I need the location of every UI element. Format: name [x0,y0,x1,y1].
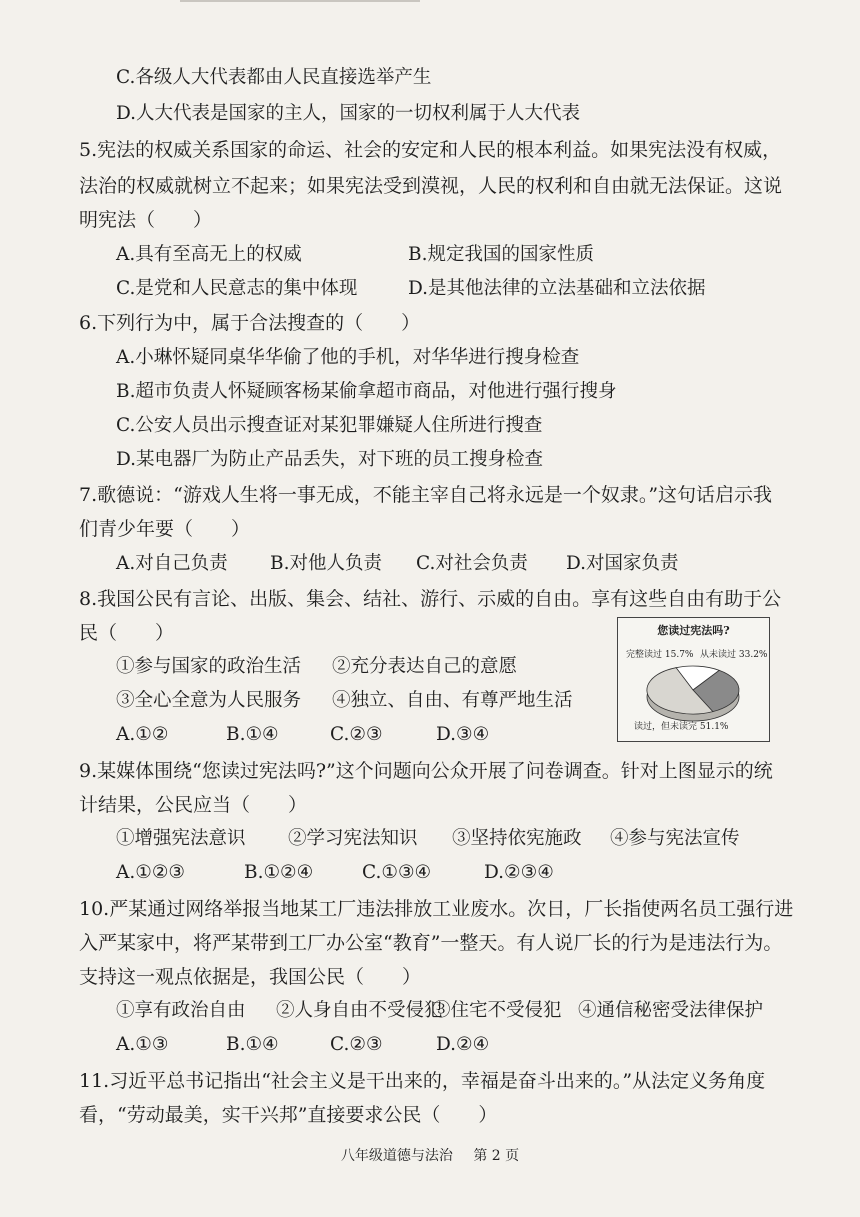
page-footer [0,1147,860,1165]
option-text: B.规定我国的国家性质 [408,244,594,265]
option-text: D.③④ [436,724,490,745]
option-text: B.①②④ [244,862,314,883]
question-line: 8.我国公民有言论、出版、集会、结社、游行、示威的自由。享有这些自由有助于公 [79,588,782,610]
option-text: C.①③④ [362,862,432,883]
question-line: 10.严某通过网络举报当地某工厂违法排放工业废水。次日，厂长指使两名员工强行进 [79,898,794,920]
question-line: 明宪法（ ） [79,209,213,231]
option-text: D.是其他法律的立法基础和立法依据 [408,278,706,299]
option-text: A.对自己负责 [116,553,228,574]
option-text: ④独立、自由、有尊严地生活 [332,690,573,711]
option-text: D.②④ [436,1034,490,1055]
scan-artifact [180,0,420,2]
option-text: ②人身自由不受侵犯 [276,1000,443,1021]
option-text: C.各级人大代表都由人民直接选举产生 [116,67,432,88]
footer-subject: 八年级道德与法治 [340,1148,453,1164]
question-line: 11.习近平总书记指出“社会主义是干出来的，幸福是奋斗出来的。”从法定义务角度 [79,1070,766,1092]
option-text: ③全心全意为人民服务 [116,690,302,711]
option-text: ①参与国家的政治生活 [116,656,302,677]
option-text: D.人大代表是国家的主人，国家的一切权利属于人大代表 [116,103,581,124]
question-line: 9.某媒体围绕“您读过宪法吗?”这个问题向公众开展了问卷调查。针对上图显示的统 [79,760,773,782]
option-text: A.①③ [116,1034,169,1055]
chart-title: 您读过宪法吗? [657,624,730,637]
question-line: 法治的权威就树立不起来；如果宪法受到漠视，人民的权利和自由就无法保证。这说 [79,175,783,197]
option-text: A.具有至高无上的权威 [116,244,302,265]
option-text: C.对社会负责 [416,553,528,574]
question-line: 6.下列行为中，属于合法搜查的（ ） [79,312,421,334]
option-text: ③住宅不受侵犯 [432,1000,562,1021]
option-text: ④参与宪法宣传 [610,828,740,849]
option-text: C.是党和人民意志的集中体现 [116,278,358,299]
question-line: 看，“劳动最美，实干兴邦”直接要求公民（ ） [79,1104,498,1126]
option-text: B.对他人负责 [270,553,382,574]
option-text: ①享有政治自由 [116,1000,246,1021]
option-text: B.①④ [226,1034,279,1055]
label-partial: 读过，但未读完 51.1% [634,722,729,732]
question-line: 5.宪法的权威关系国家的命运、社会的安定和人民的根本利益。如果宪法没有权威， [79,139,782,161]
option-text: ④通信秘密受法律保护 [578,1000,764,1021]
option-text: D.某电器厂为防止产品丢失，对下班的员工搜身检查 [116,449,544,470]
option-text: B.超市负责人怀疑顾客杨某偷拿超市商品，对他进行强行搜身 [116,381,617,402]
question-line: 7.歌德说：“游戏人生将一事无成，不能主宰自己将永远是一个奴隶。”这句话启示我 [79,484,773,506]
label-never: 从未读过 33.2% [700,650,768,660]
option-text: ①增强宪法意识 [116,828,246,849]
option-text: A.小琳怀疑同桌华华偷了他的手机，对华华进行搜身检查 [116,347,580,368]
option-text: A.①② [116,724,169,745]
question-line: 民（ ） [79,622,175,644]
option-text: C.②③ [330,1034,383,1055]
pie-chart [617,617,770,742]
option-text: D.②③④ [484,862,554,883]
footer-page-number: 第 2 页 [473,1148,520,1164]
label-complete: 完整读过 15.7% [626,650,694,660]
option-text: D.对国家负责 [566,553,679,574]
option-text: B.①④ [226,724,279,745]
option-text: C.公安人员出示搜查证对某犯罪嫌疑人住所进行搜查 [116,415,543,436]
question-line: 们青少年要（ ） [79,518,251,540]
option-text: A.①②③ [116,862,185,883]
question-line: 计结果，公民应当（ ） [79,794,308,816]
option-text: C.②③ [330,724,383,745]
question-line: 支持这一观点依据是，我国公民（ ） [79,966,422,988]
question-line: 入严某家中，将严某带到工厂办公室“教育”一整天。有人说厂长的行为是违法行为。 [79,932,783,954]
option-text: ③坚持依宪施政 [452,828,582,849]
option-text: ②充分表达自己的意愿 [332,656,518,677]
option-text: ②学习宪法知识 [288,828,418,849]
